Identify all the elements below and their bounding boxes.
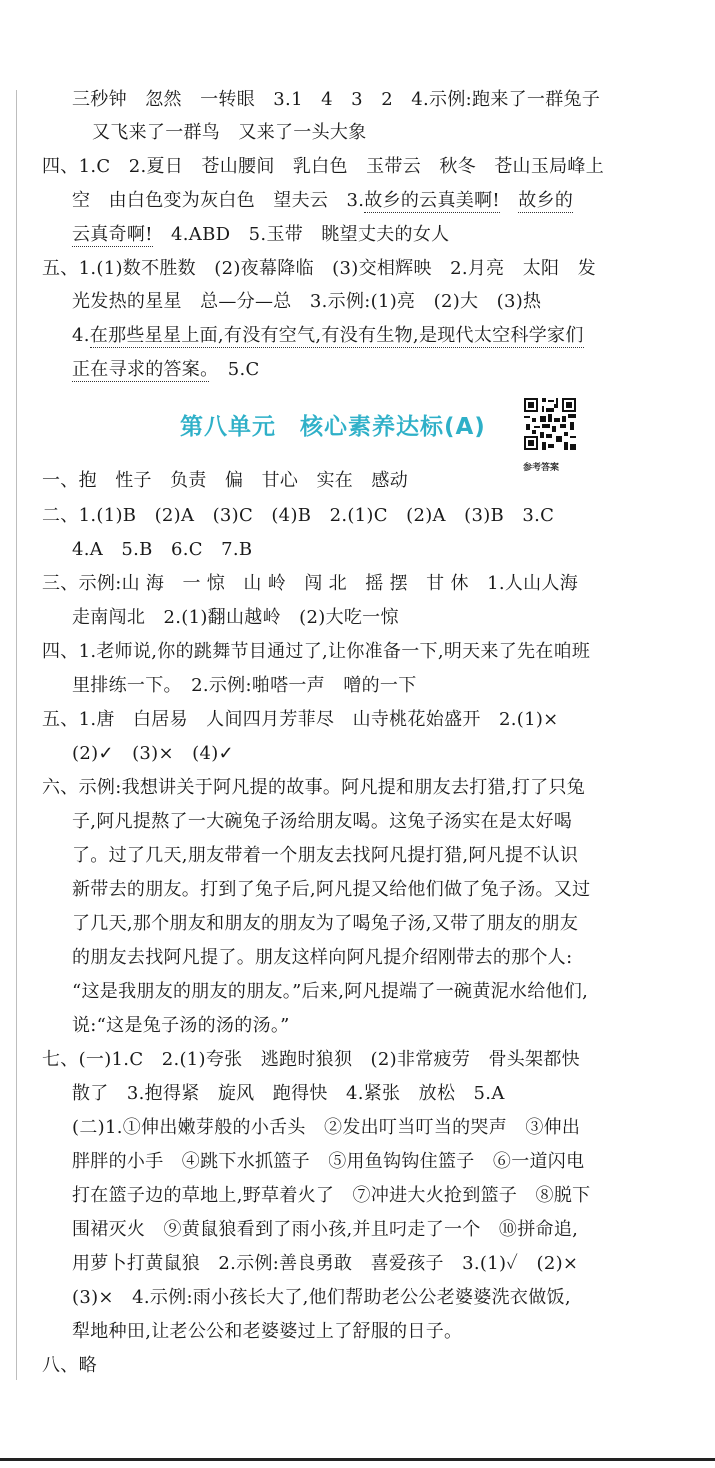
text-line: 的朋友去找阿凡提了。朋友这样向阿凡提介绍刚带去的那个人: xyxy=(72,947,573,968)
text-line: 了几天,那个朋友和朋友的朋友为了喝兔子汤,又带了朋友的朋友 xyxy=(72,913,579,934)
text-line: 五、1.(1)数不胜数 (2)夜幕降临 (3)交相辉映 2.月亮 太阳 发 xyxy=(42,258,596,279)
text-line: 五、1.唐 白居易 人间四月芳菲尽 山寺桃花始盛开 2.(1)× xyxy=(42,709,559,730)
text-line: 胖胖的小手 ④跳下水抓篮子 ⑤用鱼钩钩住篮子 ⑥一道闪电 xyxy=(72,1151,585,1172)
text-line xyxy=(72,223,449,247)
text-line: 六、示例:我想讲关于阿凡提的故事。阿凡提和朋友去打猎,打了只兔 xyxy=(42,777,586,798)
text-line: 子,阿凡提熬了一大碗兔子汤给朋友喝。这兔子汤实在是太好喝 xyxy=(72,811,573,832)
text-line: 打在篮子边的草地上,野草着火了 ⑦冲进大火抢到篮子 ⑧脱下 xyxy=(72,1185,591,1206)
text-line: 围裙灭火 ⑨黄鼠狼看到了雨小孩,并且叼走了一个 ⑩拼命追, xyxy=(72,1219,579,1240)
dotted-answer: 故乡的云真美啊! xyxy=(364,190,500,211)
text-line: 新带去的朋友。打到了兔子后,阿凡提又给他们做了兔子汤。又过 xyxy=(72,879,591,900)
left-margin-rule xyxy=(16,90,17,1380)
qr-caption: 参考答案 xyxy=(523,463,560,473)
text-line: 七、(一)1.C 2.(1)夸张 逃跑时狼狈 (2)非常疲劳 骨头架都快 xyxy=(42,1049,580,1070)
text-line: 一、抱 性子 负责 偏 甘心 实在 感动 xyxy=(42,470,408,491)
text-fragment: 空 由白色变为灰白色 望夫云 3. xyxy=(72,190,365,211)
text-line: 说:“这是兔子汤的汤的汤。” xyxy=(72,1015,290,1036)
bottom-rule xyxy=(0,1458,715,1461)
text-line: 犁地种田,让老公公和老婆婆过上了舒服的日子。 xyxy=(72,1321,463,1342)
text-fragment: 4. xyxy=(72,325,90,346)
dotted-answer: 在那些星星上面,有没有空气,有没有生物,是现代太空科学家们 xyxy=(89,325,584,346)
text-line: 四、1.老师说,你的跳舞节目通过了,让你准备一下,明天来了先在咱班 xyxy=(42,641,591,662)
text-line xyxy=(72,358,260,382)
text-fragment: 4.ABD 5.玉带 眺望丈夫的女人 xyxy=(152,224,450,245)
text-line: 三秒钟 忽然 一转眼 3.1 4 3 2 4.示例:跑来了一群兔子 xyxy=(72,89,601,110)
text-line: 用萝卜打黄鼠狼 2.示例:善良勇敢 喜爱孩子 3.(1)✓ (2)× xyxy=(72,1253,579,1274)
text-line: 光发热的星星 总—分—总 3.示例:(1)亮 (2)大 (3)热 xyxy=(72,291,542,312)
unit-title: 第八单元 核心素养达标(A) xyxy=(180,414,486,440)
dotted-answer: 云真奇啊! xyxy=(72,224,153,245)
dotted-answer: 故乡的 xyxy=(518,190,574,211)
text-line: (3)× 4.示例:雨小孩长大了,他们帮助老公公老婆婆洗衣做饭, xyxy=(72,1287,571,1308)
text-line: 八、略 xyxy=(42,1355,97,1376)
text-line: 了。过了几天,朋友带着一个朋友去找阿凡提打猎,阿凡提不认识 xyxy=(72,845,579,866)
text-line: 二、1.(1)B (2)A (3)C (4)B 2.(1)C (2)A (3)B 3.C xyxy=(42,505,555,526)
text-line: 三、示例:山 海 一 惊 山 岭 闯 北 摇 摆 甘 休 1.人山人海 xyxy=(42,573,579,594)
text-line: 又飞来了一群鸟 又来了一头大象 xyxy=(92,122,367,143)
dotted-answer: 正在寻求的答案。 xyxy=(72,359,210,380)
text-line xyxy=(72,189,573,213)
text-line: 散了 3.抱得紧 旋风 跑得快 4.紧张 放松 5.A xyxy=(72,1083,505,1104)
text-line xyxy=(72,324,584,348)
text-line: 4.A 5.B 6.C 7.B xyxy=(72,539,253,560)
qr-code-icon[interactable] xyxy=(522,396,578,452)
text-line: 走南闯北 2.(1)翻山越岭 (2)大吃一惊 xyxy=(72,607,399,628)
text-line: “这是我朋友的朋友的朋友。”后来,阿凡提端了一碗黄泥水给他们, xyxy=(72,981,589,1002)
text-line: (二)1.①伸出嫩芽般的小舌头 ②发出叮当叮当的哭声 ③伸出 xyxy=(72,1117,581,1138)
text-line: 四、1.C 2.夏日 苍山腰间 乳白色 玉带云 秋冬 苍山玉局峰上 xyxy=(42,156,605,177)
text-fragment: 5.C xyxy=(209,359,260,380)
text-line: 里排练一下。 2.示例:啪嗒一声 噌的一下 xyxy=(72,675,417,696)
text-line: (2)✓ (3)× (4)✓ xyxy=(72,743,234,764)
